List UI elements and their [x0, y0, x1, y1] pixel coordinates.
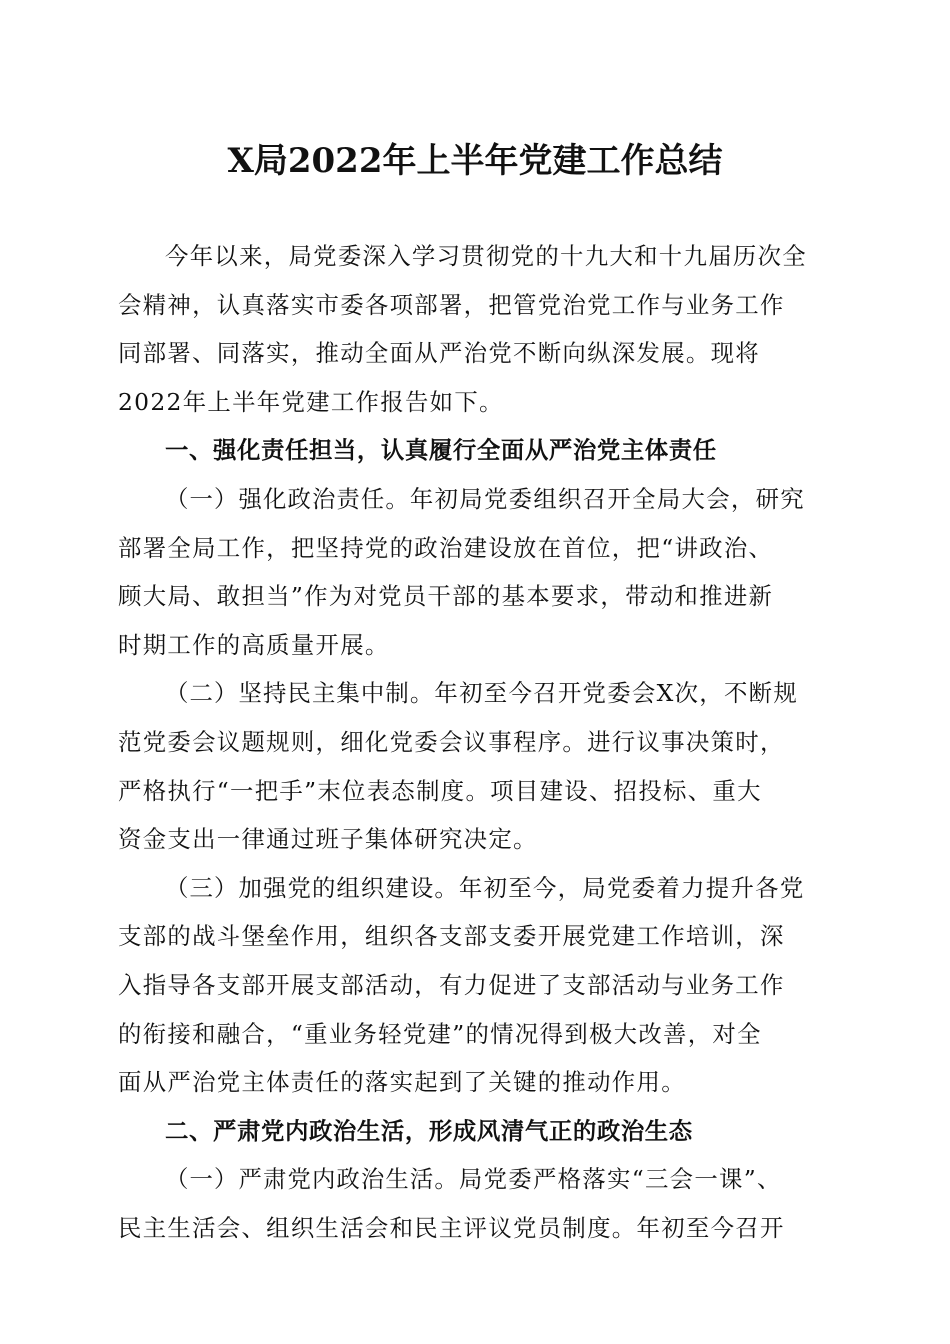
paragraph-line: 今年以来，局党委深入学习贯彻党的十九大和十九届历次全 — [165, 242, 807, 270]
paragraph-line: 面从严治党主体责任的落实起到了关键的推动作用。 — [118, 1068, 686, 1097]
paragraph-line: 会精神，认真落实市委各项部署，把管党治党工作与业务工作 — [118, 290, 785, 319]
subsection-heading: （一）严肃党内政治生活。 — [165, 1165, 459, 1194]
paragraph-line: 同部署、同落实，推动全面从严治党不断向纵深发展。现将 — [118, 339, 760, 368]
paragraph-line: 范党委会议题规则，细化党委会议事程序。进行议事决策时， — [118, 727, 785, 756]
paragraph-line: 时期工作的高质量开展。 — [118, 630, 390, 659]
paragraph-line: 2022年上半年党建工作报告如下。 — [118, 387, 504, 416]
subsection-line: （三）加强党的组织建设。年初至今，局党委着力提升各党 — [165, 873, 805, 902]
document-title: X局2022年上半年党建工作总结 — [227, 141, 723, 181]
paragraph-line: 部署全局工作，把坚持党的政治建设放在首位，把“讲政治、 — [118, 533, 774, 562]
section-heading: 一、强化责任担当，认真履行全面从严治党主体责任 — [165, 436, 717, 465]
paragraph-line: 顾大局、敢担当”作为对党员干部的基本要求，带动和推进新 — [118, 582, 774, 611]
paragraph-line: 支部的战斗堡垒作用，组织各支部支委开展党建工作培训，深 — [118, 922, 785, 951]
paragraph-line: 资金支出一律通过班子集体研究决定。 — [118, 825, 538, 854]
subsection-line: （一）严肃党内政治生活。局党委严格落实“三会一课”、 — [165, 1165, 782, 1194]
subsection-heading: （二）坚持民主集中制。 — [165, 679, 435, 708]
subsection-heading: （三）加强党的组织建设。 — [165, 873, 459, 902]
paragraph-line: 严格执行“一把手”末位表态制度。项目建设、招投标、重大 — [118, 776, 762, 805]
section-heading: 二、严肃党内政治生活，形成风清气正的政治生态 — [165, 1116, 693, 1145]
document-body — [118, 232, 830, 1252]
paragraph-line: 民主生活会、组织生活会和民主评议党员制度。年初至今召开 — [118, 1213, 785, 1242]
paragraph-line: 的衔接和融合，“重业务轻党建”的情况得到极大改善，对全 — [118, 1019, 762, 1048]
subsection-heading: （一）强化政治责任。 — [165, 484, 410, 513]
subsection-line: （二）坚持民主集中制。年初至今召开党委会X次，不断规 — [165, 679, 799, 708]
paragraph-line: 入指导各支部开展支部活动，有力促进了支部活动与业务工作 — [118, 970, 785, 999]
subsection-line: （一）强化政治责任。年初局党委组织召开全局大会，研究 — [165, 484, 805, 513]
